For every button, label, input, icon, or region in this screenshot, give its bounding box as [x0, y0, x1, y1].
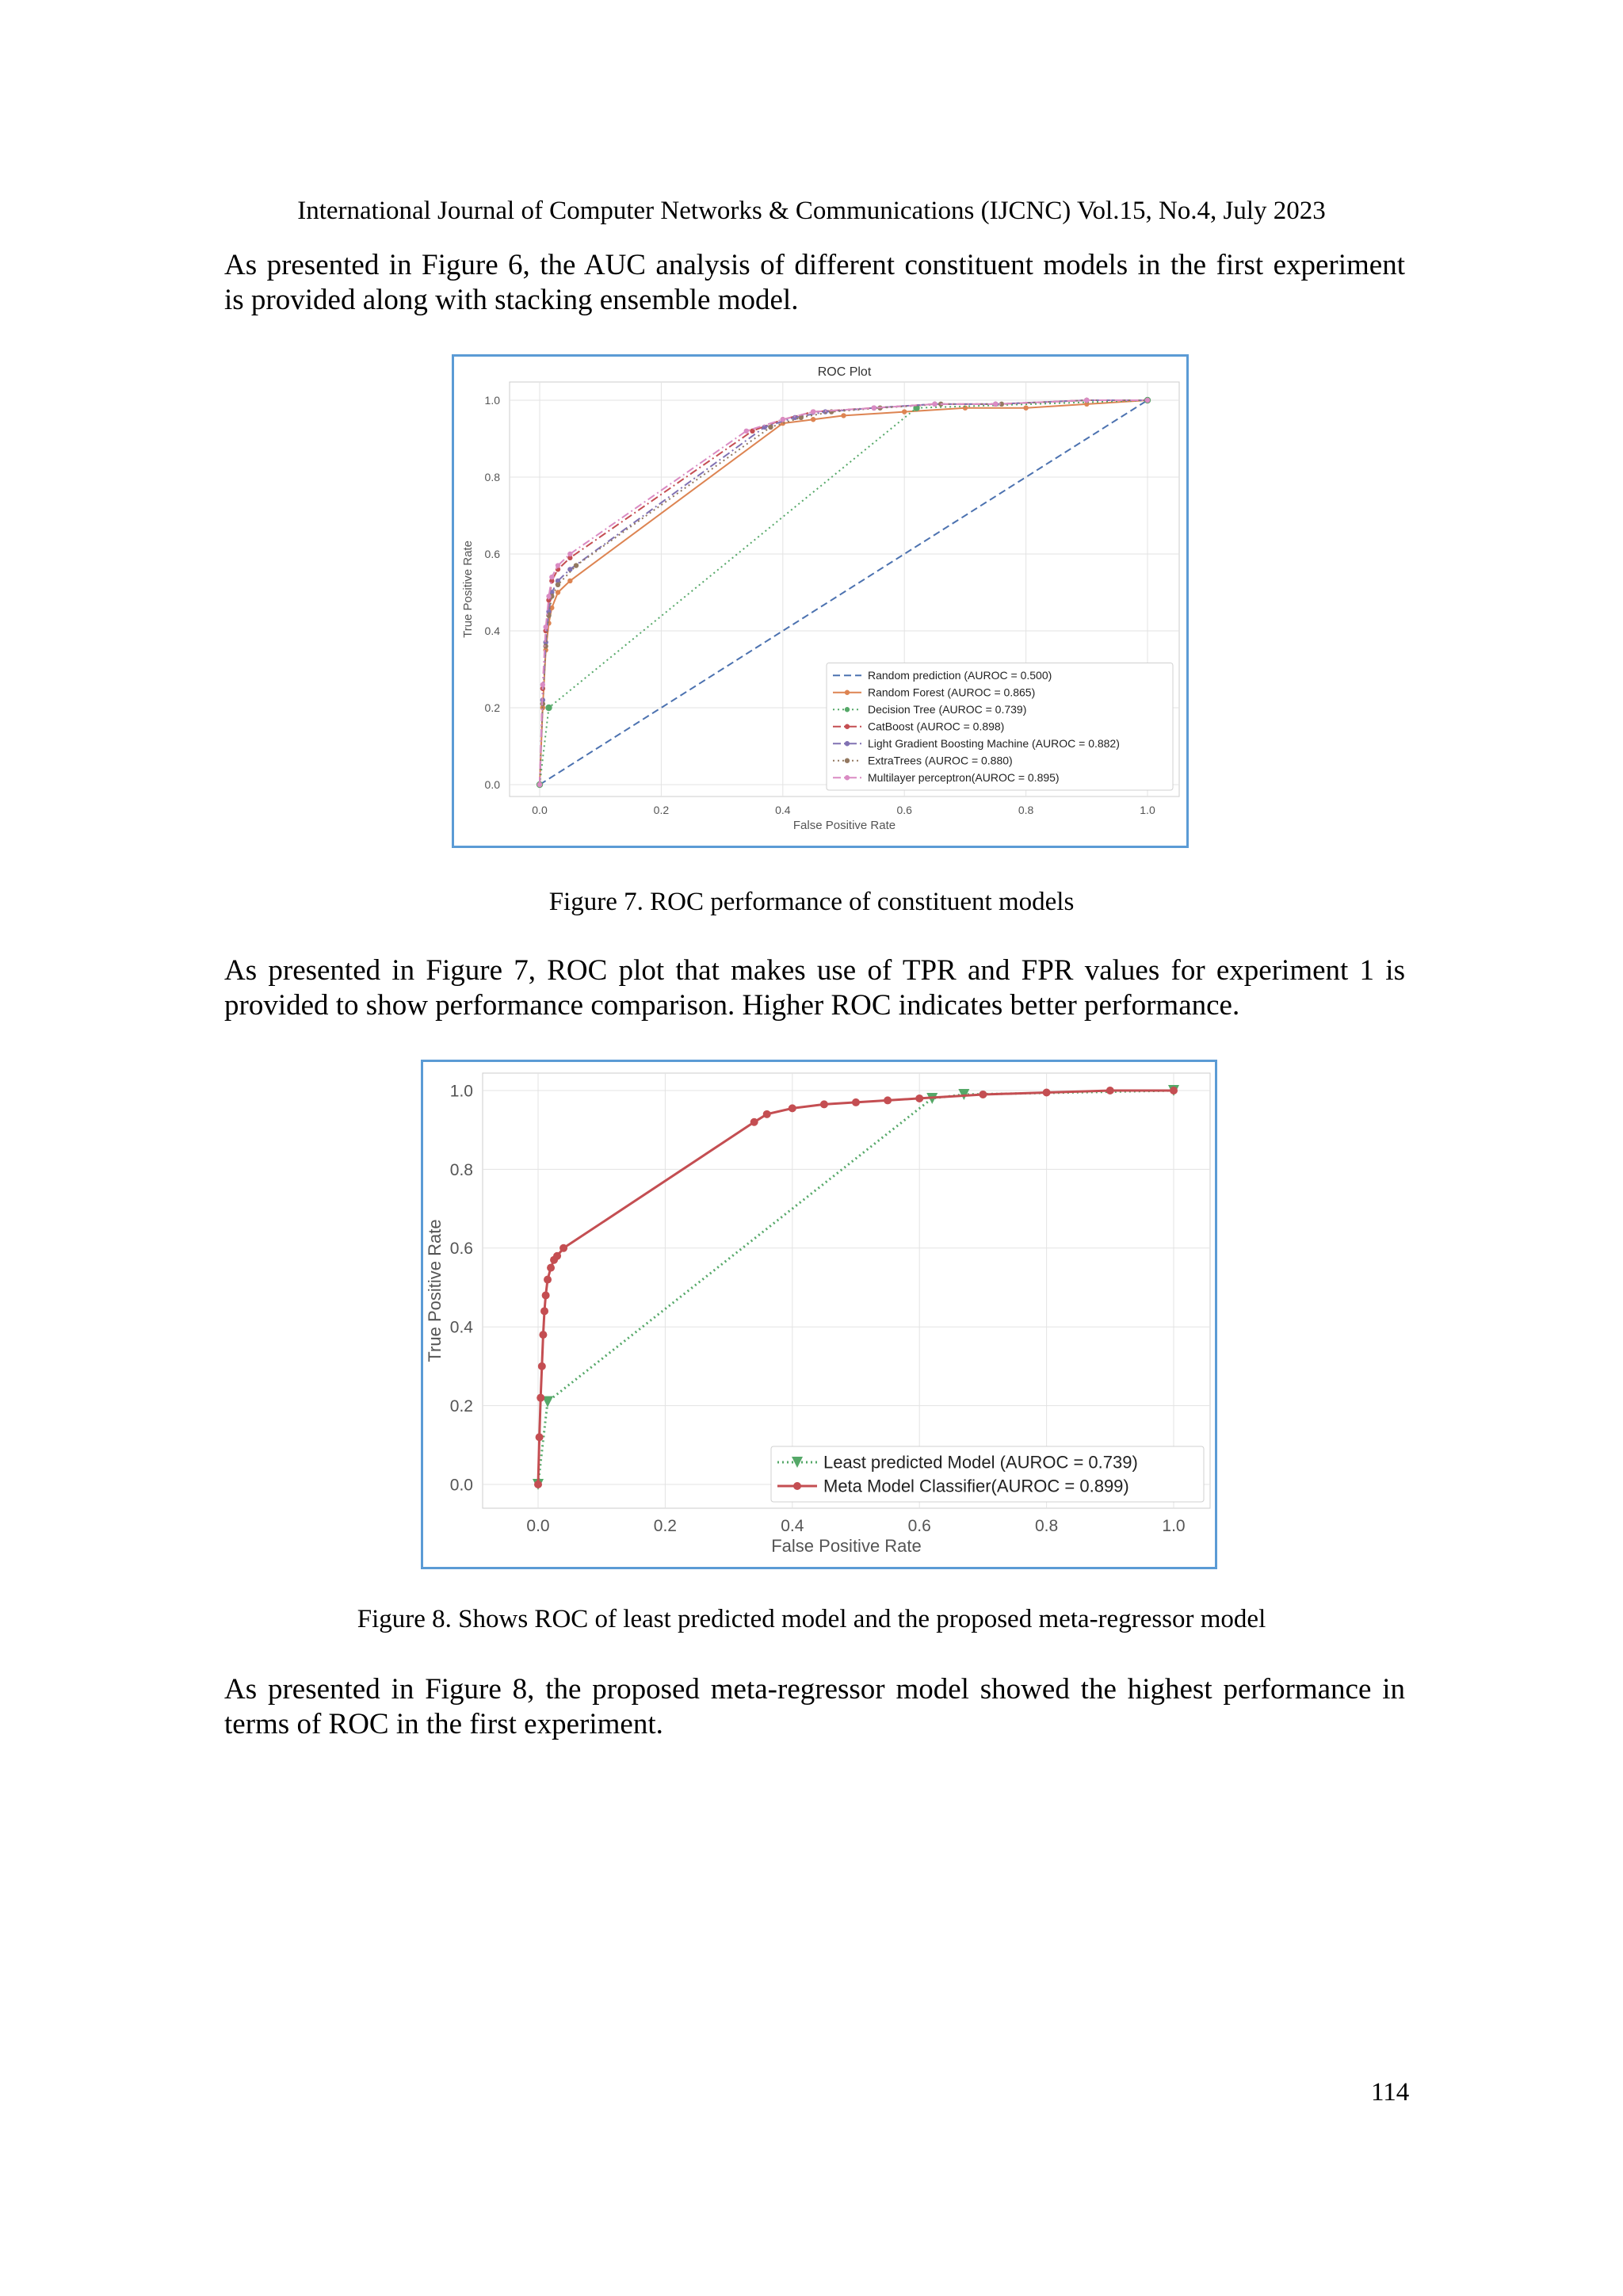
paragraph-line: As presented in Figure 8, the proposed meta-regressor model showed the highest performance in — [224, 1673, 1405, 1706]
data-point — [884, 1096, 892, 1104]
y-tick-label: 0.8 — [449, 1160, 473, 1179]
y-tick-label: 0.8 — [484, 470, 500, 483]
figure-7-caption: Figure 7. ROC performance of constituent models — [548, 888, 1075, 916]
data-point — [811, 409, 815, 414]
data-point — [932, 402, 937, 407]
y-axis-label: True Positive Rate — [461, 541, 475, 638]
x-tick-label: 0.4 — [781, 1517, 804, 1535]
paragraph-figure7-reference — [224, 953, 1405, 1023]
running-header: International Journal of Computer Networks & Communications (IJCNC) Vol.15, No.4, July 2023 — [297, 197, 1326, 225]
roc-plot-meta-model — [423, 1062, 1215, 1567]
data-point — [539, 1331, 547, 1339]
data-point — [915, 1095, 923, 1102]
x-tick-label: 0.2 — [653, 1517, 678, 1535]
data-point — [540, 1307, 548, 1315]
data-point — [540, 682, 545, 687]
data-point — [544, 1276, 552, 1284]
data-point — [543, 625, 548, 629]
data-point — [574, 563, 579, 567]
data-point — [781, 417, 785, 422]
x-tick-label: 0.2 — [653, 804, 670, 816]
chart-title: ROC Plot — [817, 365, 872, 379]
y-tick-label: 0.6 — [449, 1240, 473, 1259]
x-tick-label: 1.0 — [1162, 1517, 1186, 1535]
x-tick-label: 0.4 — [775, 804, 791, 816]
data-point — [537, 782, 542, 787]
figure-8-caption: Figure 8. Shows ROC of least predicted model and the proposed meta-regressor model — [357, 1605, 1266, 1633]
data-point — [841, 413, 846, 418]
data-point — [789, 1104, 796, 1112]
y-tick-label: 1.0 — [449, 1082, 473, 1101]
paragraph-line: provided to show performance comparison. Higher ROC indicates better performance. — [224, 989, 1240, 1022]
legend-label: Decision Tree (AUROC = 0.739) — [868, 703, 1027, 716]
legend-marker — [845, 741, 850, 746]
legend-label: Random prediction (AUROC = 0.500) — [868, 669, 1052, 682]
legend-marker — [845, 690, 850, 695]
legend-label: Meta Model Classifier(AUROC = 0.899) — [823, 1476, 1129, 1496]
legend-marker — [845, 724, 850, 729]
legend-marker — [845, 775, 850, 780]
y-tick-label: 0.4 — [449, 1318, 473, 1337]
data-point — [553, 1252, 561, 1260]
data-point — [768, 425, 773, 430]
data-point — [1084, 398, 1089, 403]
data-point — [559, 1244, 567, 1252]
data-point — [556, 590, 560, 594]
data-point — [979, 1091, 987, 1098]
data-point — [567, 552, 572, 556]
paragraph-line: terms of ROC in the first experiment. — [224, 1708, 663, 1740]
data-point — [872, 406, 876, 411]
data-point — [744, 429, 749, 434]
data-point — [538, 1362, 546, 1370]
y-tick-label: 0.2 — [449, 1396, 473, 1415]
data-point — [567, 579, 572, 583]
data-point — [763, 1110, 771, 1118]
x-axis-label: False Positive Rate — [792, 819, 896, 832]
data-point — [852, 1098, 860, 1106]
legend-marker — [845, 758, 850, 763]
data-point — [993, 402, 998, 407]
data-point — [545, 705, 552, 711]
legend-label: Random Forest (AUROC = 0.865) — [868, 686, 1036, 699]
legend-label: CatBoost (AUROC = 0.898) — [868, 720, 1005, 733]
paragraph-line: As presented in Figure 7, ROC plot that makes use of TPR and FPR values for experiment 1 is — [224, 954, 1405, 987]
data-point — [1170, 1087, 1178, 1095]
x-axis-label: False Positive Rate — [771, 1536, 922, 1556]
y-tick-label: 0.4 — [484, 624, 500, 637]
data-point — [902, 409, 907, 414]
data-point — [1106, 1087, 1114, 1095]
x-tick-label: 0.8 — [1018, 804, 1034, 816]
y-tick-label: 0.0 — [449, 1476, 473, 1495]
y-tick-label: 1.0 — [484, 393, 500, 407]
data-point — [547, 1264, 555, 1272]
data-point — [1043, 1088, 1051, 1096]
x-tick-label: 0.6 — [896, 804, 912, 816]
legend-label: Light Gradient Boosting Machine (AUROC = 0.882) — [868, 737, 1120, 751]
y-tick-label: 0.2 — [484, 701, 500, 714]
figure-8-roc-plot — [421, 1060, 1217, 1569]
data-point — [537, 1394, 544, 1402]
figure-7-roc-plot — [452, 354, 1189, 848]
paragraph-figure6-reference — [224, 248, 1405, 318]
data-point — [556, 563, 560, 567]
y-axis-label: True Positive Rate — [425, 1219, 445, 1362]
roc-plot-constituent-models — [454, 357, 1186, 846]
x-tick-label: 0.0 — [532, 804, 548, 816]
plot-area — [483, 1073, 1210, 1508]
data-point — [542, 1291, 550, 1299]
paragraph-line: is provided along with stacking ensemble model. — [224, 284, 799, 316]
legend-label: Multilayer perceptron(AUROC = 0.895) — [868, 771, 1060, 785]
data-point — [811, 417, 815, 422]
y-tick-label: 0.0 — [484, 777, 500, 791]
legend-label: ExtraTrees (AUROC = 0.880) — [868, 754, 1013, 767]
legend-label: Least predicted Model (AUROC = 0.739) — [823, 1452, 1138, 1473]
data-point — [534, 1480, 542, 1488]
data-point — [820, 1100, 828, 1108]
data-point — [549, 575, 554, 579]
x-tick-label: 0.6 — [907, 1517, 931, 1535]
paragraph-line: As presented in Figure 6, the AUC analysis of different constituent models in the first experiment — [224, 249, 1405, 281]
data-point — [556, 583, 560, 587]
data-point — [750, 1118, 758, 1126]
data-point — [536, 1433, 544, 1441]
paragraph-figure8-reference — [224, 1672, 1405, 1742]
data-point — [1023, 406, 1028, 411]
y-tick-label: 0.6 — [484, 547, 500, 560]
x-tick-label: 0.0 — [526, 1517, 550, 1535]
legend-marker — [793, 1482, 801, 1490]
x-tick-label: 0.8 — [1034, 1517, 1059, 1535]
data-point — [1145, 398, 1150, 403]
data-point — [546, 594, 551, 598]
page-number: 114 — [1371, 2078, 1410, 2107]
legend-marker — [845, 707, 850, 712]
x-tick-label: 1.0 — [1140, 804, 1155, 816]
